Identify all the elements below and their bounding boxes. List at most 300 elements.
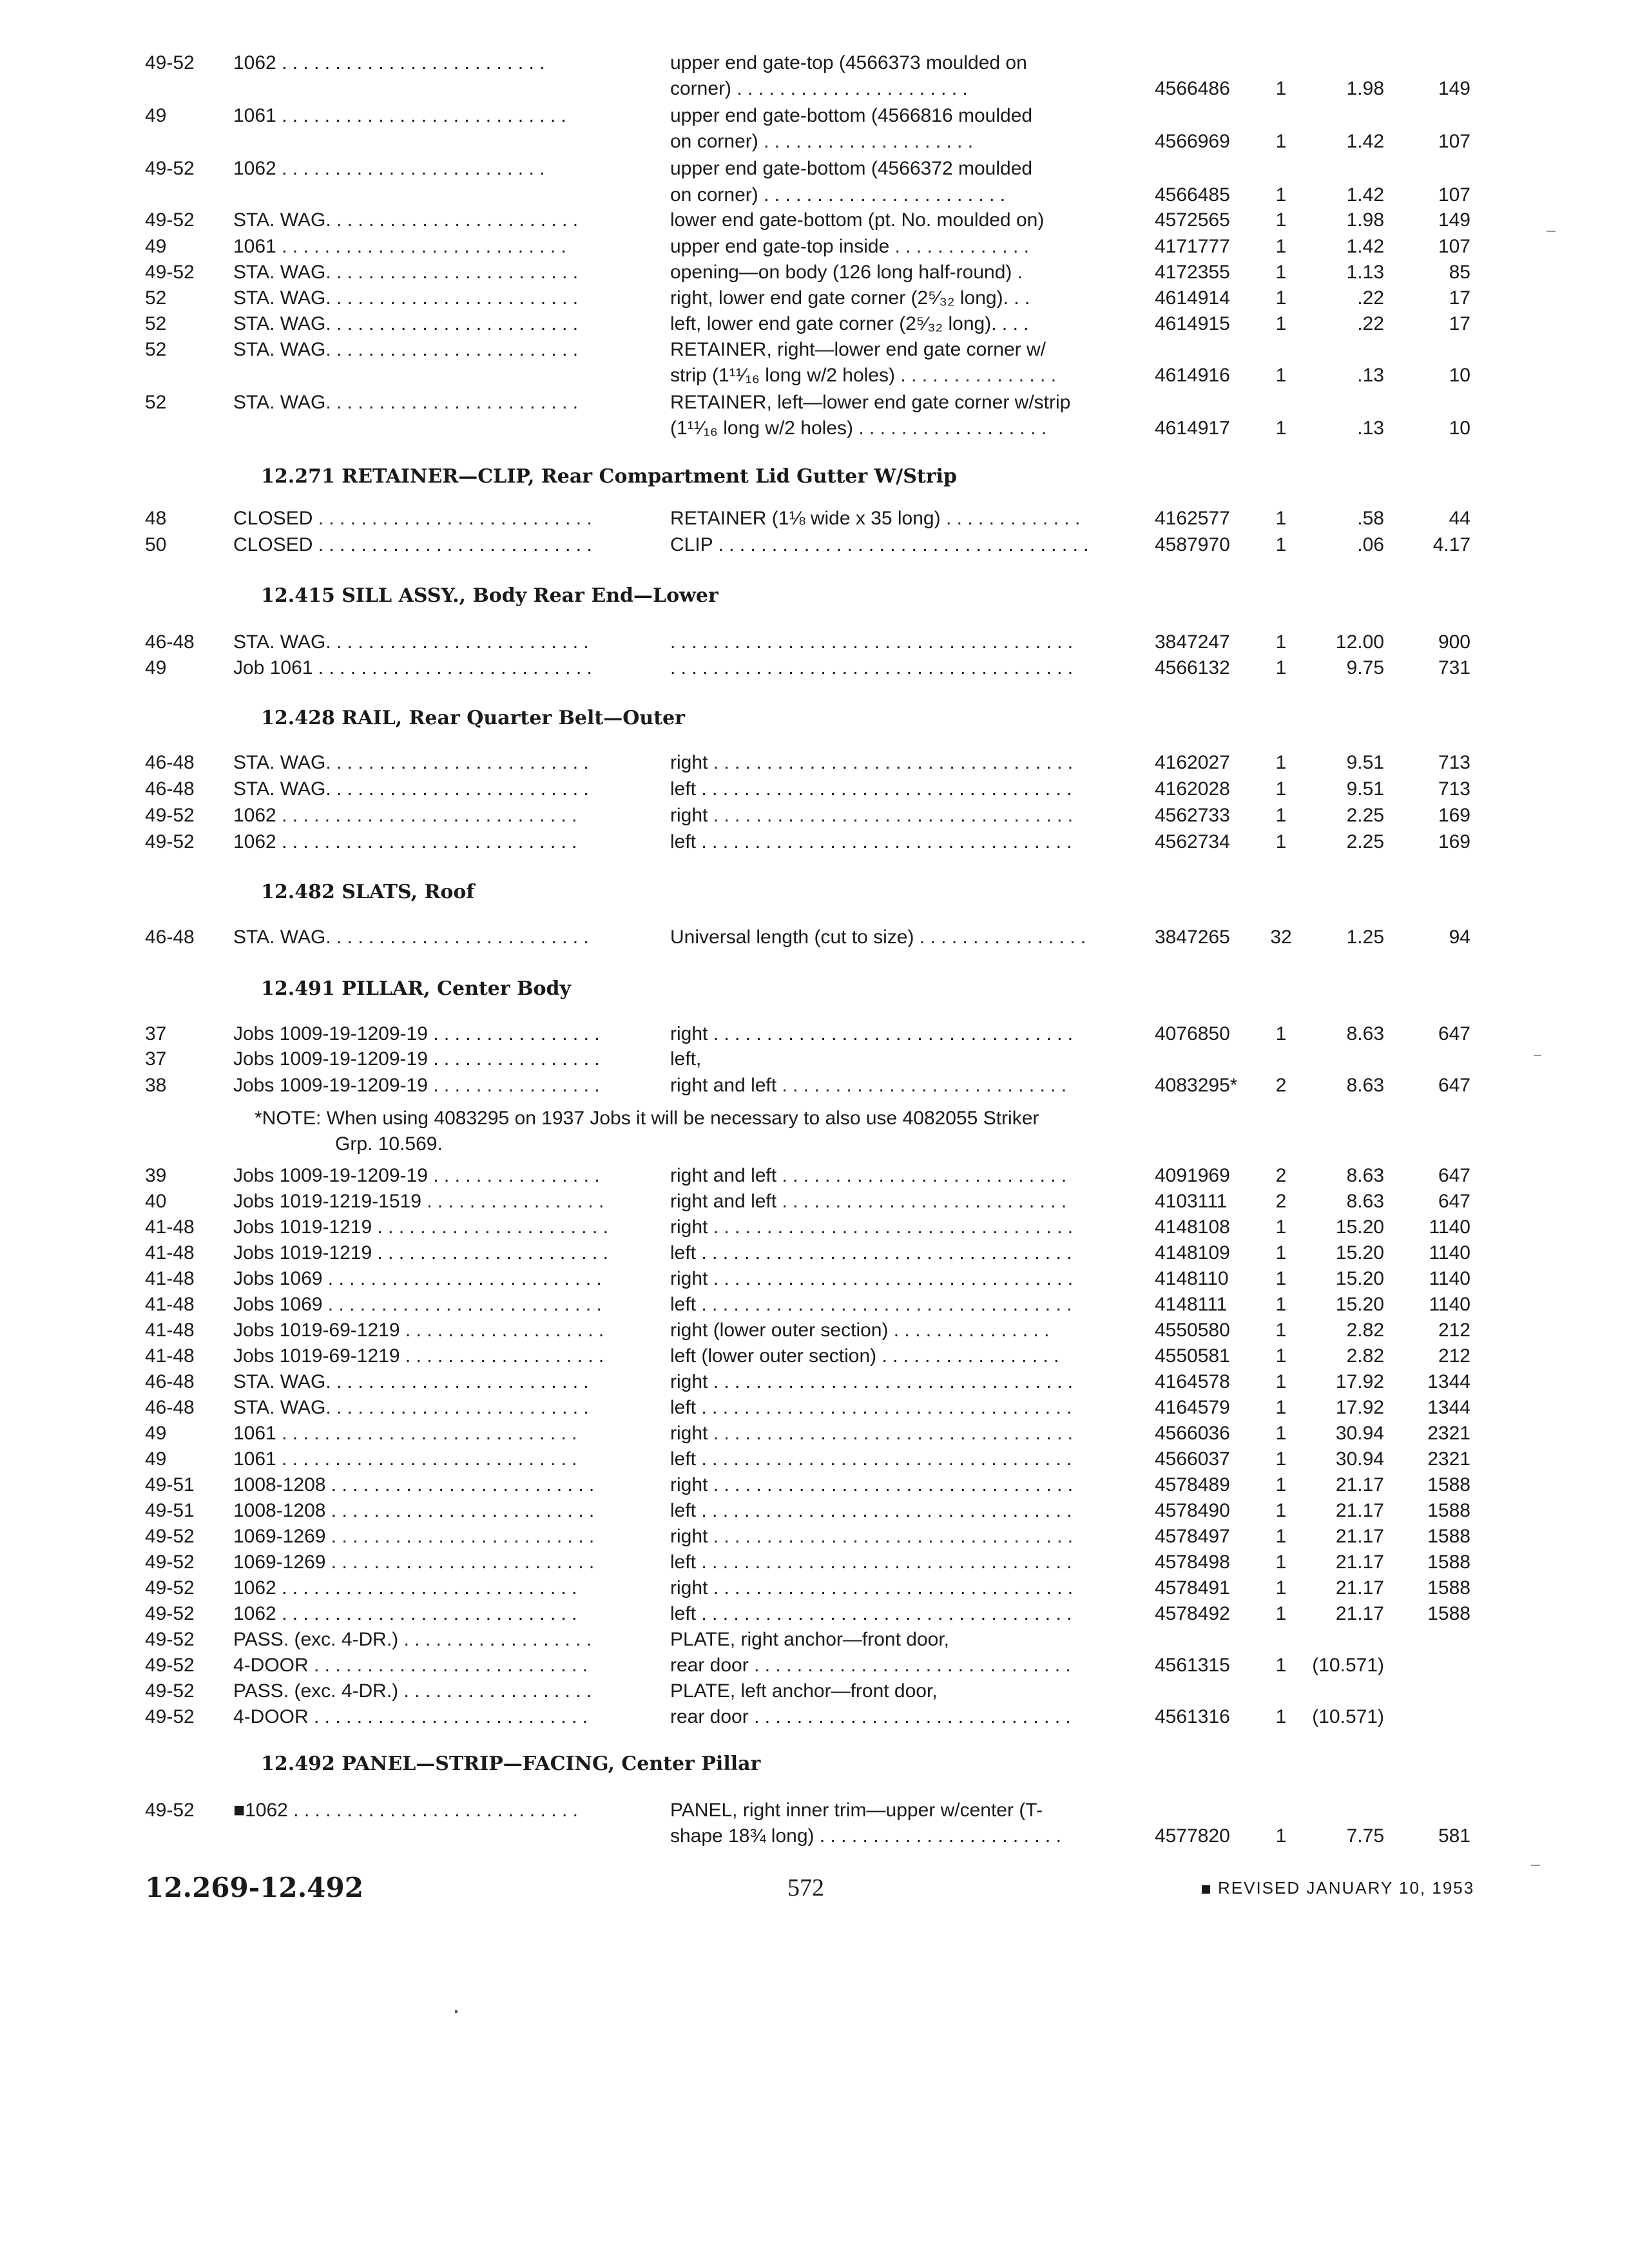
part-number-cell: 4578491 bbox=[1155, 1577, 1230, 1599]
model-cell: Jobs 1009-19-1209-19 . . . . . . . . . . . . . . . . bbox=[233, 1075, 600, 1096]
quantity-cell: 1 bbox=[1275, 184, 1287, 206]
parts-row bbox=[0, 1073, 1629, 1099]
part-number-cell: 4566486 bbox=[1155, 78, 1230, 99]
price-cell: 17.92 bbox=[1335, 1371, 1384, 1392]
year-cell: 49 bbox=[145, 236, 167, 257]
year-cell: 41-48 bbox=[145, 1242, 195, 1264]
description-cell: left . . . . . . . . . . . . . . . . . . . . . . . . . . . . . . . . . . . bbox=[670, 1448, 1072, 1470]
description-cell: . . . . . . . . . . . . . . . . . . . . . . . . . . . . . . . . . . . . . . bbox=[670, 631, 1074, 653]
year-cell: 52 bbox=[145, 287, 167, 309]
model-cell: 1069-1269 . . . . . . . . . . . . . . . . . . . . . . . . . bbox=[233, 1552, 595, 1573]
part-number-cell: 4561315 bbox=[1155, 1655, 1230, 1676]
model-cell: Jobs 1009-19-1209-19 . . . . . . . . . . . . . . . . bbox=[233, 1165, 600, 1186]
weight-cell: 4.17 bbox=[1432, 534, 1470, 555]
weight-cell: 1588 bbox=[1427, 1474, 1470, 1495]
weight-cell: 1344 bbox=[1427, 1371, 1470, 1392]
description-cell: upper end gate-top inside . . . . . . . . . . . . . bbox=[670, 236, 1029, 257]
parts-row bbox=[0, 1498, 1629, 1524]
weight-cell: 713 bbox=[1438, 752, 1470, 773]
parts-row bbox=[0, 776, 1629, 802]
price-cell: 30.94 bbox=[1335, 1423, 1384, 1444]
parts-row bbox=[0, 1163, 1629, 1189]
scan-mark bbox=[1547, 231, 1556, 232]
part-number-cell: 4614916 bbox=[1155, 365, 1230, 386]
part-number-cell: 4171777 bbox=[1155, 236, 1230, 257]
year-cell: 41-48 bbox=[145, 1320, 195, 1341]
quantity-cell: 1 bbox=[1275, 752, 1287, 773]
part-number-cell: 4148110 bbox=[1155, 1268, 1229, 1289]
model-cell: 1062 . . . . . . . . . . . . . . . . . . . . . . . . . bbox=[233, 158, 545, 179]
quantity-cell: 2 bbox=[1275, 1191, 1287, 1212]
part-number-cell: 4578497 bbox=[1155, 1526, 1230, 1547]
description-cell: PANEL, right inner trim—upper w/center (T- bbox=[670, 1800, 1043, 1821]
year-cell: 52 bbox=[145, 313, 167, 334]
weight-cell: 1140 bbox=[1429, 1268, 1470, 1289]
year-cell: 52 bbox=[145, 392, 167, 413]
part-number-cell: 4164579 bbox=[1155, 1397, 1230, 1418]
parts-row bbox=[0, 1189, 1629, 1215]
weight-cell: 107 bbox=[1438, 131, 1470, 152]
price-cell: 21.17 bbox=[1335, 1526, 1384, 1547]
year-cell: 46-48 bbox=[145, 778, 195, 800]
description-cell: left (lower outer section) . . . . . . . . . . . . . . . . . bbox=[670, 1345, 1059, 1367]
year-cell: 49-52 bbox=[145, 1552, 195, 1573]
scan-mark bbox=[1531, 1865, 1540, 1866]
parts-row bbox=[0, 925, 1629, 950]
price-cell: 8.63 bbox=[1346, 1075, 1384, 1096]
price-cell: (10.571) bbox=[1312, 1706, 1384, 1727]
weight-cell: 900 bbox=[1438, 631, 1470, 653]
part-number-cell: 4566132 bbox=[1155, 657, 1230, 678]
parts-row bbox=[0, 156, 1629, 182]
description-cell: shape 18¾ long) . . . . . . . . . . . . . . . . . . . . . . . bbox=[670, 1825, 1061, 1847]
quantity-cell: 1 bbox=[1275, 534, 1287, 555]
quantity-cell: 1 bbox=[1275, 631, 1287, 653]
quantity-cell: 1 bbox=[1275, 1448, 1287, 1470]
model-cell: CLOSED . . . . . . . . . . . . . . . . . . . . . . . . . . bbox=[233, 534, 592, 555]
part-number-cell: 4561316 bbox=[1155, 1706, 1230, 1727]
model-cell: PASS. (exc. 4-DR.) . . . . . . . . . . . . . . . . . . bbox=[233, 1629, 592, 1650]
quantity-cell: 1 bbox=[1275, 78, 1287, 99]
description-cell: left . . . . . . . . . . . . . . . . . . . . . . . . . . . . . . . . . . . bbox=[670, 1294, 1072, 1315]
quantity-cell: 1 bbox=[1275, 209, 1287, 231]
section-heading: 12.415 SILL ASSY., Body Rear End—Lower bbox=[261, 584, 718, 607]
quantity-cell: 1 bbox=[1275, 262, 1287, 283]
model-cell: 1061 . . . . . . . . . . . . . . . . . . . . . . . . . . . bbox=[233, 236, 566, 257]
weight-cell: 731 bbox=[1438, 657, 1470, 678]
price-cell: 2.82 bbox=[1346, 1320, 1384, 1341]
price-cell: 21.17 bbox=[1335, 1500, 1384, 1521]
price-cell: 21.17 bbox=[1335, 1474, 1384, 1495]
year-cell: 49 bbox=[145, 1423, 167, 1444]
description-cell: right (lower outer section) . . . . . . . . . . . . . . . bbox=[670, 1320, 1050, 1341]
description-cell: left . . . . . . . . . . . . . . . . . . . . . . . . . . . . . . . . . . . bbox=[670, 831, 1072, 852]
quantity-cell: 1 bbox=[1275, 131, 1287, 152]
parts-row bbox=[0, 1343, 1629, 1369]
year-cell: 49-52 bbox=[145, 209, 195, 231]
weight-cell: 94 bbox=[1449, 927, 1470, 948]
year-cell: 49-52 bbox=[145, 1603, 195, 1624]
part-number-cell: 4566969 bbox=[1155, 131, 1230, 152]
description-cell: strip (1¹¹⁄₁₆ long w/2 holes) . . . . . . . . . . . . . . . bbox=[670, 365, 1057, 386]
quantity-cell: 1 bbox=[1275, 1397, 1287, 1418]
weight-cell: 44 bbox=[1449, 508, 1470, 529]
year-cell: 49-52 bbox=[145, 1680, 195, 1702]
price-cell: 15.20 bbox=[1335, 1268, 1384, 1289]
model-cell: Jobs 1069 . . . . . . . . . . . . . . . . . . . . . . . . . . bbox=[233, 1294, 602, 1315]
weight-cell: 647 bbox=[1438, 1023, 1470, 1044]
revision-text: REVISED JANUARY 10, 1953 bbox=[1218, 1878, 1475, 1898]
description-cell: rear door . . . . . . . . . . . . . . . . . . . . . . . . . . . . . . bbox=[670, 1706, 1071, 1727]
year-cell: 46-48 bbox=[145, 752, 195, 773]
description-cell: RETAINER, right—lower end gate corner w/ bbox=[670, 339, 1046, 360]
weight-cell: 647 bbox=[1438, 1075, 1470, 1096]
description-cell: PLATE, left anchor—front door, bbox=[670, 1680, 938, 1702]
weight-cell: 1588 bbox=[1427, 1577, 1470, 1599]
quantity-cell: 1 bbox=[1275, 657, 1287, 678]
model-cell: Jobs 1009-19-1209-19 . . . . . . . . . . . . . . . . bbox=[233, 1023, 600, 1044]
weight-cell: 1588 bbox=[1427, 1500, 1470, 1521]
part-number-cell: 4566036 bbox=[1155, 1423, 1230, 1444]
quantity-cell: 1 bbox=[1275, 1474, 1287, 1495]
model-cell: ■1062 . . . . . . . . . . . . . . . . . . . . . . . . . . . bbox=[233, 1800, 578, 1821]
year-cell: 49-52 bbox=[145, 1655, 195, 1676]
model-cell: 1062 . . . . . . . . . . . . . . . . . . . . . . . . . . . . bbox=[233, 1603, 577, 1624]
year-cell: 49-52 bbox=[145, 1706, 195, 1727]
price-cell: .06 bbox=[1357, 534, 1384, 555]
part-number-cell: 4578489 bbox=[1155, 1474, 1230, 1495]
price-cell: 15.20 bbox=[1335, 1294, 1384, 1315]
part-number-cell: 4162577 bbox=[1155, 508, 1230, 529]
quantity-cell: 1 bbox=[1275, 805, 1287, 826]
model-cell: STA. WAG. . . . . . . . . . . . . . . . . . . . . . . . bbox=[233, 313, 579, 334]
description-cell: upper end gate-bottom (4566816 moulded bbox=[670, 105, 1033, 126]
price-cell: 30.94 bbox=[1335, 1448, 1384, 1470]
quantity-cell: 1 bbox=[1275, 1526, 1287, 1547]
description-cell: PLATE, right anchor—front door, bbox=[670, 1629, 949, 1650]
price-cell: 9.75 bbox=[1346, 657, 1384, 678]
parts-row bbox=[0, 1369, 1629, 1395]
page-number: 572 bbox=[787, 1874, 824, 1901]
part-number-cell: 4550581 bbox=[1155, 1345, 1230, 1367]
year-cell: 49-52 bbox=[145, 158, 195, 179]
revision-marker-icon bbox=[1202, 1885, 1210, 1894]
year-cell: 41-48 bbox=[145, 1268, 195, 1289]
year-cell: 46-48 bbox=[145, 927, 195, 948]
footnote: *NOTE: When using 4083295 on 1937 Jobs it will be necessary to also use 4082055 Striker bbox=[255, 1108, 1039, 1129]
price-cell: (10.571) bbox=[1312, 1655, 1384, 1676]
part-number-cell: 4572565 bbox=[1155, 209, 1230, 231]
price-cell: 9.51 bbox=[1346, 752, 1384, 773]
model-cell: 1062 . . . . . . . . . . . . . . . . . . . . . . . . . . . . bbox=[233, 831, 577, 852]
section-heading: 12.271 RETAINER—CLIP, Rear Compartment Lid Gutter W/Strip bbox=[261, 465, 957, 488]
section-heading: 12.491 PILLAR, Center Body bbox=[261, 977, 571, 1000]
part-number-cell: 4587970 bbox=[1155, 534, 1230, 555]
weight-cell: 1588 bbox=[1427, 1603, 1470, 1624]
parts-row bbox=[0, 803, 1629, 829]
price-cell: 8.63 bbox=[1346, 1023, 1384, 1044]
quantity-cell: 1 bbox=[1275, 365, 1287, 386]
weight-cell: 17 bbox=[1449, 287, 1470, 309]
description-cell: left . . . . . . . . . . . . . . . . . . . . . . . . . . . . . . . . . . . bbox=[670, 1603, 1072, 1624]
section-heading: 12.482 SLATS, Roof bbox=[261, 881, 475, 903]
price-cell: .58 bbox=[1357, 508, 1384, 529]
model-cell: 1062 . . . . . . . . . . . . . . . . . . . . . . . . . . . . bbox=[233, 1577, 577, 1599]
year-cell: 50 bbox=[145, 534, 167, 555]
quantity-cell: 1 bbox=[1275, 418, 1287, 439]
model-cell: Jobs 1009-19-1209-19 . . . . . . . . . . . . . . . . bbox=[233, 1048, 600, 1070]
model-cell: 1062 . . . . . . . . . . . . . . . . . . . . . . . . . . . . bbox=[233, 805, 577, 826]
part-number-cell: 4162028 bbox=[1155, 778, 1230, 800]
part-number-cell: 4148108 bbox=[1155, 1216, 1230, 1238]
year-cell: 40 bbox=[145, 1191, 167, 1212]
parts-row bbox=[0, 50, 1629, 76]
year-cell: 49-52 bbox=[145, 1629, 195, 1650]
weight-cell: 647 bbox=[1438, 1165, 1470, 1186]
price-cell: 2.25 bbox=[1346, 805, 1384, 826]
price-cell: 1.13 bbox=[1346, 262, 1384, 283]
parts-row bbox=[0, 506, 1629, 532]
weight-cell: 107 bbox=[1438, 236, 1470, 257]
model-cell: Jobs 1019-69-1219 . . . . . . . . . . . . . . . . . . . bbox=[233, 1345, 604, 1367]
price-cell: 1.98 bbox=[1346, 209, 1384, 231]
quantity-cell: 1 bbox=[1275, 1268, 1287, 1289]
weight-cell: 2321 bbox=[1427, 1423, 1470, 1444]
quantity-cell: 32 bbox=[1270, 927, 1292, 948]
weight-cell: 1588 bbox=[1427, 1526, 1470, 1547]
price-cell: 21.17 bbox=[1335, 1577, 1384, 1599]
weight-cell: 149 bbox=[1438, 78, 1470, 99]
parts-row bbox=[0, 1678, 1629, 1704]
description-cell: right . . . . . . . . . . . . . . . . . . . . . . . . . . . . . . . . . . bbox=[670, 1268, 1074, 1289]
description-cell: left, lower end gate corner (2⁵⁄₃₂ long). . . . bbox=[670, 313, 1029, 334]
year-cell: 52 bbox=[145, 339, 167, 360]
parts-row bbox=[0, 1046, 1629, 1072]
price-cell: 1.25 bbox=[1346, 927, 1384, 948]
quantity-cell: 1 bbox=[1275, 1294, 1287, 1315]
part-number-cell: 4172355 bbox=[1155, 262, 1230, 283]
weight-cell: 2321 bbox=[1427, 1448, 1470, 1470]
parts-row bbox=[0, 337, 1629, 363]
parts-row bbox=[0, 390, 1629, 416]
model-cell: STA. WAG. . . . . . . . . . . . . . . . . . . . . . . . . bbox=[233, 927, 589, 948]
model-cell: STA. WAG. . . . . . . . . . . . . . . . . . . . . . . . . bbox=[233, 1371, 589, 1392]
parts-row bbox=[0, 1446, 1629, 1472]
model-cell: STA. WAG. . . . . . . . . . . . . . . . . . . . . . . . . bbox=[233, 778, 589, 800]
parts-row bbox=[0, 363, 1629, 389]
parts-row bbox=[0, 1524, 1629, 1550]
description-cell: right, lower end gate corner (2⁵⁄₃₂ long). . . bbox=[670, 287, 1030, 309]
parts-row bbox=[0, 1472, 1629, 1498]
model-cell: Job 1061 . . . . . . . . . . . . . . . . . . . . . . . . . . bbox=[233, 657, 592, 678]
parts-row bbox=[0, 260, 1629, 285]
parts-row bbox=[0, 1292, 1629, 1318]
description-cell: right . . . . . . . . . . . . . . . . . . . . . . . . . . . . . . . . . . bbox=[670, 1371, 1074, 1392]
quantity-cell: 1 bbox=[1275, 1345, 1287, 1367]
model-cell: STA. WAG. . . . . . . . . . . . . . . . . . . . . . . . . bbox=[233, 752, 589, 773]
quantity-cell: 1 bbox=[1275, 1423, 1287, 1444]
price-cell: .13 bbox=[1357, 365, 1384, 386]
weight-cell: 169 bbox=[1438, 831, 1470, 852]
year-cell: 38 bbox=[145, 1075, 167, 1096]
parts-row bbox=[0, 182, 1629, 208]
parts-row bbox=[0, 1021, 1629, 1047]
description-cell: left . . . . . . . . . . . . . . . . . . . . . . . . . . . . . . . . . . . bbox=[670, 1552, 1072, 1573]
description-cell: lower end gate-bottom (pt. No. moulded on) bbox=[670, 209, 1045, 231]
price-cell: 1.98 bbox=[1346, 78, 1384, 99]
description-cell: RETAINER (1⅛ wide x 35 long) . . . . . . . . . . . . . bbox=[670, 508, 1081, 529]
quantity-cell: 1 bbox=[1275, 236, 1287, 257]
parts-row bbox=[0, 1421, 1629, 1446]
year-cell: 49-52 bbox=[145, 262, 195, 283]
model-cell: STA. WAG. . . . . . . . . . . . . . . . . . . . . . . . bbox=[233, 287, 579, 309]
part-number-cell: 4562734 bbox=[1155, 831, 1230, 852]
part-number-cell: 4162027 bbox=[1155, 752, 1230, 773]
weight-cell: 212 bbox=[1438, 1320, 1470, 1341]
quantity-cell: 1 bbox=[1275, 778, 1287, 800]
description-cell: left, bbox=[670, 1048, 702, 1070]
weight-cell: 149 bbox=[1438, 209, 1470, 231]
description-cell: right . . . . . . . . . . . . . . . . . . . . . . . . . . . . . . . . . . bbox=[670, 1423, 1074, 1444]
model-cell: Jobs 1019-69-1219 . . . . . . . . . . . . . . . . . . . bbox=[233, 1320, 604, 1341]
quantity-cell: 1 bbox=[1275, 508, 1287, 529]
year-cell: 49 bbox=[145, 105, 167, 126]
parts-row bbox=[0, 416, 1629, 441]
model-cell: Jobs 1069 . . . . . . . . . . . . . . . . . . . . . . . . . . bbox=[233, 1268, 602, 1289]
parts-row bbox=[0, 532, 1629, 558]
part-number-cell: 4614917 bbox=[1155, 418, 1230, 439]
year-cell: 49-52 bbox=[145, 1577, 195, 1599]
price-cell: 1.42 bbox=[1346, 184, 1384, 206]
year-cell: 37 bbox=[145, 1023, 167, 1044]
weight-cell: 1140 bbox=[1429, 1216, 1470, 1238]
model-cell: STA. WAG. . . . . . . . . . . . . . . . . . . . . . . . bbox=[233, 392, 579, 413]
description-cell: rear door . . . . . . . . . . . . . . . . . . . . . . . . . . . . . . bbox=[670, 1655, 1071, 1676]
year-cell: 46-48 bbox=[145, 1397, 195, 1418]
description-cell: right . . . . . . . . . . . . . . . . . . . . . . . . . . . . . . . . . . bbox=[670, 1526, 1074, 1547]
quantity-cell: 1 bbox=[1275, 1706, 1287, 1727]
part-number-cell: 4614915 bbox=[1155, 313, 1230, 334]
model-cell: STA. WAG. . . . . . . . . . . . . . . . . . . . . . . . bbox=[233, 209, 579, 231]
scan-mark bbox=[455, 2010, 458, 2013]
price-cell: 1.42 bbox=[1346, 131, 1384, 152]
year-cell: 37 bbox=[145, 1048, 167, 1070]
quantity-cell: 1 bbox=[1275, 1242, 1287, 1264]
description-cell: corner) . . . . . . . . . . . . . . . . . . . . . . bbox=[670, 78, 968, 99]
model-cell: 1061 . . . . . . . . . . . . . . . . . . . . . . . . . . . bbox=[233, 105, 566, 126]
description-cell: right . . . . . . . . . . . . . . . . . . . . . . . . . . . . . . . . . . bbox=[670, 752, 1074, 773]
part-number-cell: 3847265 bbox=[1155, 927, 1230, 948]
model-cell: PASS. (exc. 4-DR.) . . . . . . . . . . . . . . . . . . bbox=[233, 1680, 592, 1702]
description-cell: left . . . . . . . . . . . . . . . . . . . . . . . . . . . . . . . . . . . bbox=[670, 778, 1072, 800]
description-cell: upper end gate-bottom (4566372 moulded bbox=[670, 158, 1033, 179]
price-cell: .22 bbox=[1357, 287, 1384, 309]
quantity-cell: 1 bbox=[1275, 1577, 1287, 1599]
year-cell: 49 bbox=[145, 1448, 167, 1470]
model-cell: 1008-1208 . . . . . . . . . . . . . . . . . . . . . . . . . bbox=[233, 1500, 595, 1521]
model-cell: STA. WAG. . . . . . . . . . . . . . . . . . . . . . . . bbox=[233, 339, 579, 360]
year-cell: 49-52 bbox=[145, 1800, 195, 1821]
part-number-cell: 4578498 bbox=[1155, 1552, 1230, 1573]
parts-row bbox=[0, 234, 1629, 260]
model-cell: 1069-1269 . . . . . . . . . . . . . . . . . . . . . . . . . bbox=[233, 1526, 595, 1547]
quantity-cell: 2 bbox=[1275, 1165, 1287, 1186]
year-cell: 49-51 bbox=[145, 1474, 195, 1495]
model-cell: CLOSED . . . . . . . . . . . . . . . . . . . . . . . . . . bbox=[233, 508, 592, 529]
model-cell: STA. WAG. . . . . . . . . . . . . . . . . . . . . . . . . bbox=[233, 631, 589, 653]
model-cell: Jobs 1019-1219-1519 . . . . . . . . . . . . . . . . . bbox=[233, 1191, 604, 1212]
weight-cell: 10 bbox=[1449, 365, 1470, 386]
part-number-cell: 4148111 bbox=[1155, 1294, 1228, 1315]
description-cell: . . . . . . . . . . . . . . . . . . . . . . . . . . . . . . . . . . . . . . bbox=[670, 657, 1074, 678]
revision-note bbox=[1202, 1878, 1474, 1898]
parts-row bbox=[0, 129, 1629, 155]
parts-row bbox=[0, 629, 1629, 655]
year-cell: 49 bbox=[145, 657, 167, 678]
year-cell: 39 bbox=[145, 1165, 167, 1186]
model-cell: Jobs 1019-1219 . . . . . . . . . . . . . . . . . . . . . . bbox=[233, 1242, 608, 1264]
description-cell: right and left . . . . . . . . . . . . . . . . . . . . . . . . . . . bbox=[670, 1191, 1067, 1212]
price-cell: .13 bbox=[1357, 418, 1384, 439]
weight-cell: 10 bbox=[1449, 418, 1470, 439]
year-cell: 49-52 bbox=[145, 831, 195, 852]
section-heading: 12.428 RAIL, Rear Quarter Belt—Outer bbox=[261, 707, 685, 729]
description-cell: CLIP . . . . . . . . . . . . . . . . . . . . . . . . . . . . . . . . . . . bbox=[670, 534, 1089, 555]
description-cell: on corner) . . . . . . . . . . . . . . . . . . . . . . . bbox=[670, 184, 1006, 206]
description-cell: right . . . . . . . . . . . . . . . . . . . . . . . . . . . . . . . . . . bbox=[670, 805, 1074, 826]
parts-row bbox=[0, 1798, 1629, 1823]
description-cell: right and left . . . . . . . . . . . . . . . . . . . . . . . . . . . bbox=[670, 1075, 1067, 1096]
parts-row bbox=[0, 1575, 1629, 1601]
description-cell: (1¹¹⁄₁₆ long w/2 holes) . . . . . . . . . . . . . . . . . . bbox=[670, 418, 1047, 439]
part-number-cell: 4164578 bbox=[1155, 1371, 1230, 1392]
year-cell: 46-48 bbox=[145, 631, 195, 653]
quantity-cell: 1 bbox=[1275, 287, 1287, 309]
quantity-cell: 1 bbox=[1275, 1500, 1287, 1521]
description-cell: right . . . . . . . . . . . . . . . . . . . . . . . . . . . . . . . . . . bbox=[670, 1023, 1074, 1044]
parts-row bbox=[0, 750, 1629, 776]
parts-row bbox=[0, 1240, 1629, 1266]
quantity-cell: 1 bbox=[1275, 1603, 1287, 1624]
parts-row bbox=[0, 1215, 1629, 1240]
part-number-cell: 4103111 bbox=[1155, 1191, 1228, 1212]
year-cell: 49-52 bbox=[145, 805, 195, 826]
part-number-cell: 4083295* bbox=[1155, 1075, 1238, 1096]
year-cell: 48 bbox=[145, 508, 167, 529]
section-heading: 12.492 PANEL—STRIP—FACING, Center Pillar bbox=[261, 1753, 761, 1775]
price-cell: 2.82 bbox=[1346, 1345, 1384, 1367]
price-cell: 21.17 bbox=[1335, 1603, 1384, 1624]
parts-row bbox=[0, 76, 1629, 102]
description-cell: right . . . . . . . . . . . . . . . . . . . . . . . . . . . . . . . . . . bbox=[670, 1577, 1074, 1599]
weight-cell: 107 bbox=[1438, 184, 1470, 206]
quantity-cell: 1 bbox=[1275, 1023, 1287, 1044]
year-cell: 41-48 bbox=[145, 1216, 195, 1238]
model-cell: 4-DOOR . . . . . . . . . . . . . . . . . . . . . . . . . . bbox=[233, 1706, 588, 1727]
part-number-cell: 4562733 bbox=[1155, 805, 1230, 826]
price-cell: 17.92 bbox=[1335, 1397, 1384, 1418]
weight-cell: 713 bbox=[1438, 778, 1470, 800]
part-number-cell: 4614914 bbox=[1155, 287, 1230, 309]
quantity-cell: 1 bbox=[1275, 313, 1287, 334]
price-cell: 2.25 bbox=[1346, 831, 1384, 852]
price-cell: 9.51 bbox=[1346, 778, 1384, 800]
description-cell: RETAINER, left—lower end gate corner w/strip bbox=[670, 392, 1071, 413]
model-cell: 4-DOOR . . . . . . . . . . . . . . . . . . . . . . . . . . bbox=[233, 1655, 588, 1676]
parts-row bbox=[0, 1653, 1629, 1678]
quantity-cell: 1 bbox=[1275, 1216, 1287, 1238]
description-cell: Universal length (cut to size) . . . . . . . . . . . . . . . . bbox=[670, 927, 1086, 948]
